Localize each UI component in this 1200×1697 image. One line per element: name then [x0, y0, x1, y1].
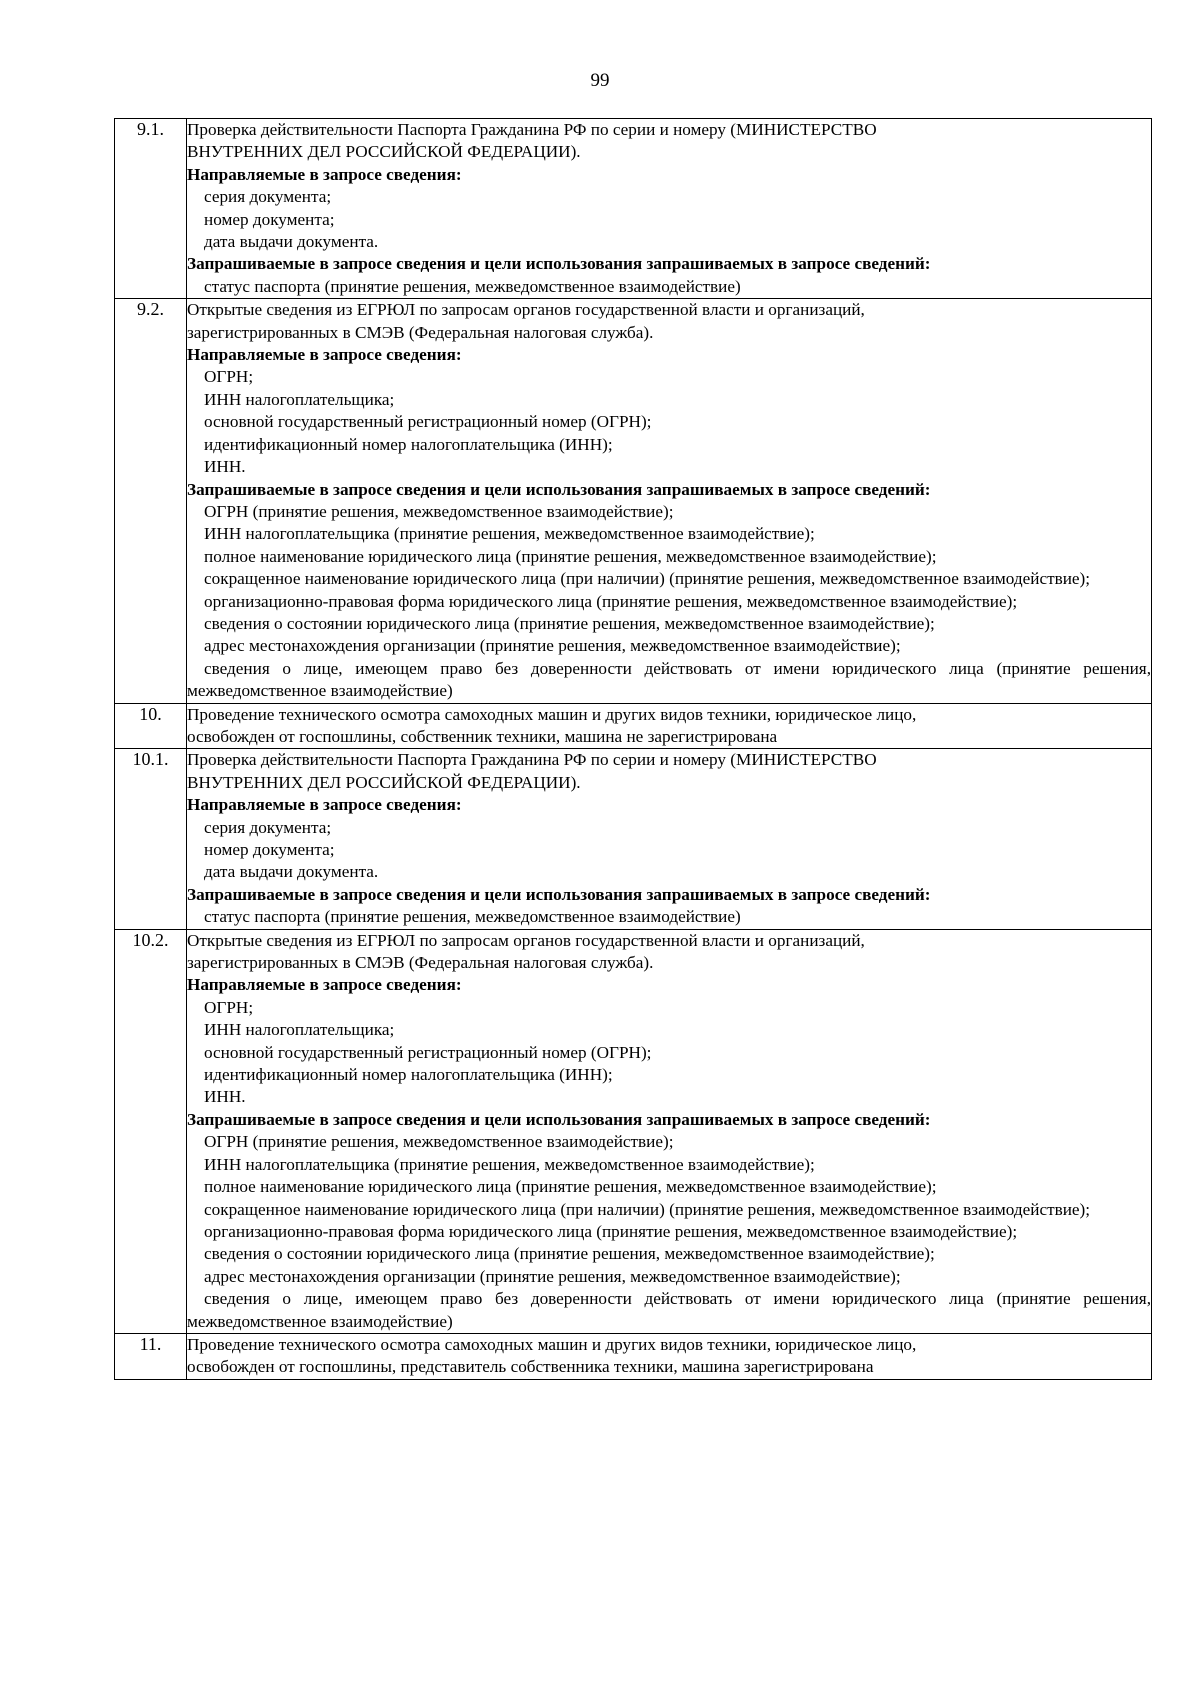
- sent-heading: Направляемые в запросе сведения:: [187, 345, 462, 365]
- list-item: дата выдачи документа.: [204, 862, 379, 882]
- row-title-line: ВНУТРЕННИХ ДЕЛ РОССИЙСКОЙ ФЕДЕРАЦИИ).: [187, 772, 581, 792]
- sent-heading: Направляемые в запросе сведения:: [187, 164, 462, 184]
- table-row: [115, 749, 1152, 929]
- list-item: адрес местонахождения организации (принятие решения, межведомственное взаимодействие);: [204, 1266, 901, 1286]
- list-item-wrapped: [187, 658, 1151, 703]
- page-number: 99: [590, 70, 610, 91]
- list-item: сведения о состоянии юридического лица (принятие решения, межведомственное взаимодействие);: [204, 1244, 935, 1264]
- row-title-line: ВНУТРЕННИХ ДЕЛ РОССИЙСКОЙ ФЕДЕРАЦИИ).: [187, 142, 581, 162]
- list-item: серия документа;: [204, 187, 332, 207]
- list-item-wrapped: [187, 1288, 1151, 1333]
- list-item: сведения о состоянии юридического лица (принятие решения, межведомственное взаимодействие);: [204, 613, 935, 633]
- list-item: статус паспорта (принятие решения, межведомственное взаимодействие): [204, 907, 741, 927]
- row-title-line: освобожден от госпошлины, собственник техники, машина не зарегистрирована: [187, 726, 778, 746]
- table-row: [115, 299, 1152, 703]
- list-item: ОГРН;: [204, 367, 254, 387]
- row-title-line: Проверка действительности Паспорта Гражданина РФ по серии и номеру (МИНИСТЕРСТВО: [187, 120, 877, 139]
- list-item-wrapped: [187, 1221, 1151, 1243]
- row-title-line: освобожден от госпошлины, представитель собственника техники, машина зарегистрирована: [187, 1357, 874, 1377]
- list-item: номер документа;: [204, 840, 335, 859]
- requested-heading: Запрашиваемые в запросе сведения и цели использования запрашиваемых в запросе сведений:: [187, 254, 931, 274]
- row-title-line: Проведение технического осмотра самоходных машин и других видов техники, юридическое лицо,: [187, 704, 917, 724]
- requested-heading: Запрашиваемые в запросе сведения и цели использования запрашиваемых в запросе сведений:: [187, 1109, 931, 1129]
- row-title-line: Открытые сведения из ЕГРЮЛ по запросам органов государственной власти и организаций,: [187, 300, 865, 320]
- list-item: основной государственный регистрационный номер (ОГРН);: [204, 1042, 652, 1062]
- list-item-wrapped: [187, 591, 1151, 613]
- list-item: ОГРН (принятие решения, межведомственное взаимодействие);: [204, 1132, 674, 1152]
- list-item-text: сокращенное наименование юридического лица (при наличии) (принятие решения, межведомственное взаимодействие);: [204, 1199, 1091, 1219]
- table-row: [115, 929, 1152, 1333]
- list-item: статус паспорта (принятие решения, межведомственное взаимодействие): [204, 276, 741, 296]
- row-content: [187, 749, 1152, 929]
- list-item-text: организационно-правовая форма юридического лица (принятие решения, межведомственное взаимодействие);: [204, 591, 1018, 611]
- requested-heading: Запрашиваемые в запросе сведения и цели использования запрашиваемых в запросе сведений:: [187, 479, 931, 499]
- table-row: [115, 703, 1152, 749]
- row-number: 10.1.: [115, 749, 187, 929]
- list-item: дата выдачи документа.: [204, 232, 379, 252]
- list-item-text: организационно-правовая форма юридического лица (принятие решения, межведомственное взаимодействие);: [204, 1221, 1018, 1241]
- row-number: 10.2.: [115, 929, 187, 1333]
- table-row: [115, 1333, 1152, 1379]
- document-table: [114, 118, 1152, 1380]
- list-item-wrapped: [187, 568, 1151, 590]
- list-item: ИНН налогоплательщика (принятие решения, межведомственное взаимодействие);: [204, 524, 815, 544]
- list-item: адрес местонахождения организации (принятие решения, межведомственное взаимодействие);: [204, 636, 901, 656]
- row-title-line: Открытые сведения из ЕГРЮЛ по запросам органов государственной власти и организаций,: [187, 930, 865, 950]
- list-item-wrapped: [187, 1199, 1151, 1221]
- list-item: ИНН налогоплательщика;: [204, 389, 395, 409]
- table-row: [115, 119, 1152, 299]
- row-number: 10.: [115, 703, 187, 749]
- sent-heading: Направляемые в запросе сведения:: [187, 975, 462, 995]
- list-item: ОГРН (принятие решения, межведомственное взаимодействие);: [204, 501, 674, 521]
- row-title-line: Проверка действительности Паспорта Гражданина РФ по серии и номеру (МИНИСТЕРСТВО: [187, 750, 877, 770]
- sent-heading: Направляемые в запросе сведения:: [187, 795, 462, 815]
- row-content: [187, 703, 1152, 749]
- list-item: ИНН.: [204, 457, 246, 477]
- row-content: [187, 929, 1152, 1333]
- list-item: ИНН налогоплательщика;: [204, 1020, 395, 1040]
- list-item-text: сведения о лице, имеющем право без доверенности действовать от имени юридического лица (принятие решения, межведомственное взаимодействие): [187, 1289, 1151, 1331]
- row-title-line: зарегистрированных в СМЭВ (Федеральная налоговая служба).: [187, 322, 654, 342]
- list-item: ИНН налогоплательщика (принятие решения, межведомственное взаимодействие);: [204, 1154, 815, 1174]
- list-item: идентификационный номер налогоплательщика (ИНН);: [204, 434, 613, 454]
- row-title-line: зарегистрированных в СМЭВ (Федеральная налоговая служба).: [187, 953, 654, 973]
- list-item-text: сокращенное наименование юридического лица (при наличии) (принятие решения, межведомственное взаимодействие);: [204, 569, 1091, 589]
- row-content: [187, 1333, 1152, 1379]
- row-content: [187, 119, 1152, 299]
- list-item: полное наименование юридического лица (принятие решения, межведомственное взаимодействие);: [204, 546, 937, 566]
- list-item: серия документа;: [204, 817, 332, 837]
- row-number: 9.1.: [115, 119, 187, 299]
- requested-heading: Запрашиваемые в запросе сведения и цели использования запрашиваемых в запросе сведений:: [187, 884, 931, 904]
- list-item: полное наименование юридического лица (принятие решения, межведомственное взаимодействие);: [204, 1177, 937, 1197]
- list-item: ОГРН;: [204, 997, 254, 1017]
- list-item: ИНН.: [204, 1087, 246, 1107]
- list-item: идентификационный номер налогоплательщика (ИНН);: [204, 1065, 613, 1085]
- row-title-line: Проведение технического осмотра самоходных машин и других видов техники, юридическое лицо,: [187, 1334, 917, 1354]
- list-item: основной государственный регистрационный номер (ОГРН);: [204, 412, 652, 432]
- row-number: 11.: [115, 1333, 187, 1379]
- row-number: 9.2.: [115, 299, 187, 703]
- list-item-text: сведения о лице, имеющем право без доверенности действовать от имени юридического лица (принятие решения, межведомственное взаимодействие): [187, 658, 1151, 701]
- row-content: [187, 299, 1152, 703]
- list-item: номер документа;: [204, 209, 335, 229]
